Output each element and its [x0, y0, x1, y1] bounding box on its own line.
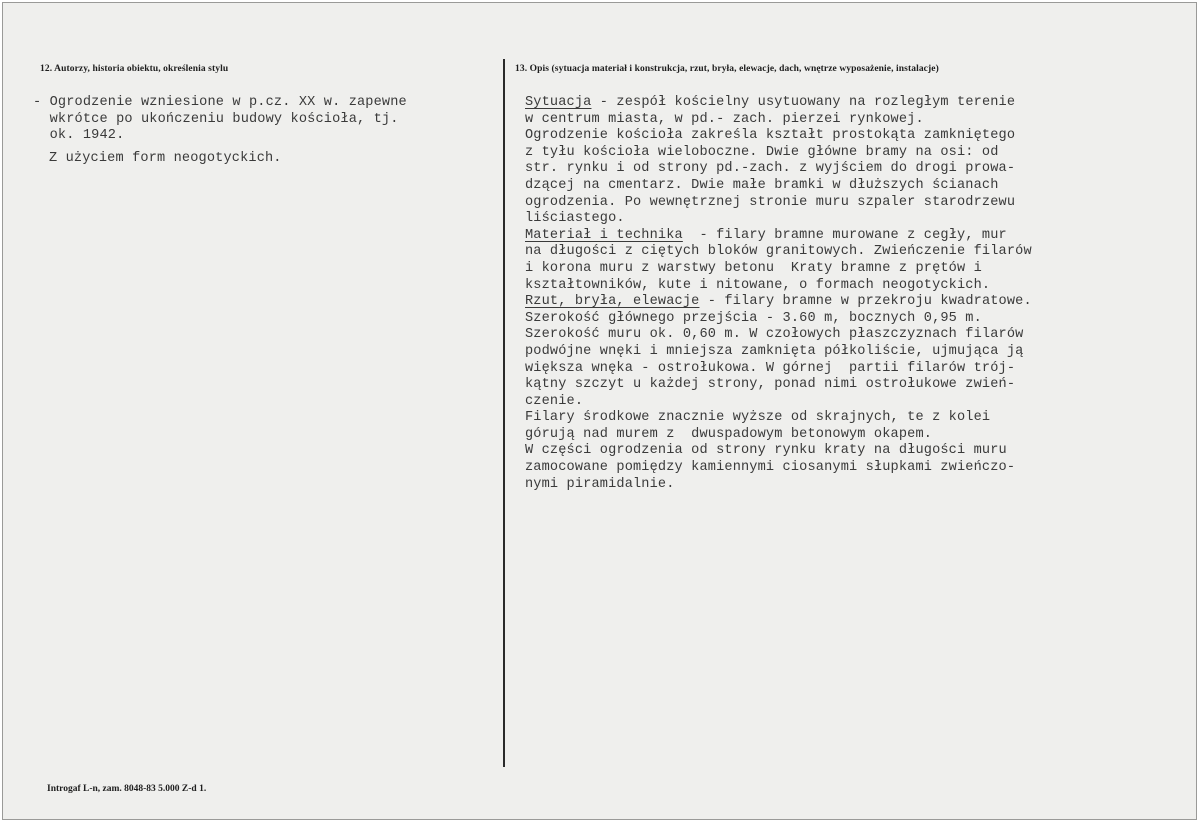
description-line: górują nad murem z dwuspadowym betonowym okapem.	[525, 426, 933, 442]
print-footer: Introgaf L-n, zam. 8048-83 5.000 Z-d 1.	[47, 784, 207, 794]
description-line: i korona muru z warstwy betonu Kraty bramne z prętów i	[525, 260, 982, 276]
description-line: filary bramne murowane z cegły, mur	[716, 227, 1007, 243]
column-divider	[503, 59, 505, 767]
description-line: str. rynku i od strony pd.-zach. z wyjściem do drogi prowa-	[525, 161, 1016, 177]
inventory-card	[2, 2, 1197, 820]
authors-line: - Ogrodzenie wzniesione w p.cz. XX w. zapewne	[33, 95, 407, 110]
description-line: kątny szczyt u każdej strony, ponad nimi ostrołukowe zwień-	[525, 377, 1016, 393]
description-line: w centrum miasta, w pd.- zach. pierzei rynkowej.	[525, 111, 924, 127]
plan-separator: -	[699, 294, 725, 310]
authors-line: wkrótce po ukończeniu budowy kościoła, tj.	[33, 111, 399, 127]
description-line: zespół kościelny usytuowany na rozległym terenie	[616, 95, 1016, 110]
description-line: zamocowane pomiędzy kamiennymi ciosanymi słupkami zwieńczo-	[525, 460, 1016, 476]
style-note: Z użyciem form neogotyckich.	[49, 151, 282, 166]
description-line: Szerokość muru ok. 0,60 m. W czołowych płaszczyznach filarów	[525, 327, 1024, 343]
description-line: czenie.	[525, 393, 584, 409]
description-line: ogrodzenia. Po wewnętrznej stronie muru szpaler starodrzewu	[525, 194, 1016, 210]
material-heading: Materiał i technika	[525, 227, 683, 243]
description-line: dzącej na cmentarz. Dwie małe bramki w dłuższych ścianach	[525, 177, 999, 193]
description-line: liściastego.	[525, 211, 625, 227]
description-line: nymi piramidalnie.	[525, 476, 675, 492]
plan-heading: Rzut, bryła, elewacje	[525, 294, 700, 310]
description-line: Filary środkowe znacznie wyższe od skrajnych, te z kolei	[525, 410, 991, 426]
description-line: z tyłu kościoła wieloboczne. Dwie główne bramy na osi: od	[525, 144, 999, 160]
description-line: Ogrodzenie kościoła zakreśla kształt prostokąta zamkniętego	[525, 128, 1016, 144]
description-text	[525, 95, 1032, 493]
section-13-header: 13. Opis (sytuacja materiał i konstrukcja, rzut, bryła, elewacje, dach, wnętrze wyposażenie, instalacje)	[515, 64, 939, 74]
material-separator: -	[682, 227, 717, 243]
situation-heading: Sytuacja	[525, 95, 592, 110]
description-line: Szerokość głównego przejścia - 3.60 m, bocznych 0,95 m.	[525, 310, 982, 326]
description-line: W części ogrodzenia od strony rynku kraty na długości muru	[525, 443, 1007, 459]
description-line: filary bramne w przekroju kwadratowe.	[724, 294, 1032, 310]
description-line: kształtowników, kute i nitowane, o formach neogotyckich.	[525, 277, 991, 293]
authors-history-text	[33, 95, 407, 145]
description-line: na długości z ciętych bloków granitowych. Zwieńczenie filarów	[525, 244, 1032, 260]
description-line: podwójne wnęki i mniejsza zamknięta półkoliście, ujmująca ją	[525, 343, 1024, 359]
situation-separator: -	[591, 95, 617, 110]
authors-line: ok. 1942.	[33, 128, 125, 144]
description-line: większa wnęka - ostrołukowa. W górnej partii filarów trój-	[525, 360, 1016, 376]
section-12-header: 12. Autorzy, historia obiektu, określenia stylu	[40, 64, 229, 74]
